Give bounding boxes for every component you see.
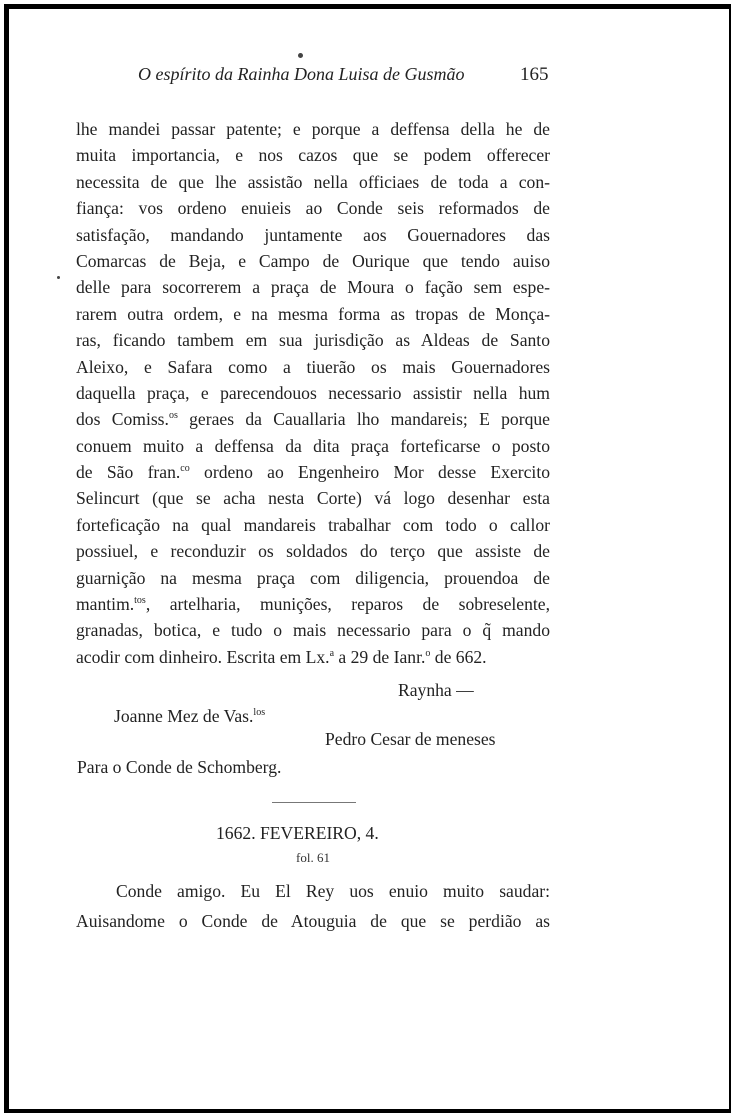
addressee-line: Para o Conde de Schomberg. xyxy=(77,757,282,777)
signature-joanne xyxy=(114,706,265,727)
text-line: conuem muito a deffensa da dita praça forteficarse o posto xyxy=(76,435,550,456)
superscript: os xyxy=(168,410,178,422)
line-mid: a 29 de Ianr. xyxy=(334,646,426,667)
superscript: tos xyxy=(134,595,146,607)
text-line: rarem outra ordem, e na mesma forma as tropas de Monça- xyxy=(76,303,550,324)
signature-joanne-text: Joanne Mez de Vas. xyxy=(114,706,254,726)
ink-speck xyxy=(298,53,303,58)
text-line xyxy=(76,406,550,432)
text-line: Conde amigo. Eu El Rey uos enuio muito saudar: xyxy=(116,881,550,901)
text-line: satisfação, mandando juntamente aos Gouernadores das xyxy=(76,224,550,245)
folio-reference: fol. 61 xyxy=(296,850,330,865)
body-paragraph xyxy=(76,116,550,670)
signature-raynha: Raynha — xyxy=(398,680,474,700)
text-line: Aleixo, e Safara como a tiuerão os mais Gouernadores xyxy=(76,356,550,377)
superscript: a xyxy=(329,647,335,659)
text-line: delle para socorrerem a praça de Moura o fação sem espe- xyxy=(76,277,550,298)
text-line xyxy=(76,644,550,670)
line-start: de São fran. xyxy=(76,462,181,483)
text-line: forteficação na qual mandareis trabalhar com todo o callor xyxy=(76,514,550,535)
section-heading: 1662. FEVEREIRO, 4. xyxy=(216,823,379,843)
superscript: los xyxy=(253,707,266,719)
running-title: O espírito da Rainha Dona Luisa de Gusmão xyxy=(138,64,465,84)
text-line: guarnição na mesma praça com diligencia, prouendoa de xyxy=(76,567,550,588)
text-line: ras, ficando tambem em sua jurisdição as Aldeas de Santo xyxy=(76,330,550,351)
superscript: co xyxy=(180,463,190,475)
text-line: granadas, botica, e tudo o mais necessario para o q̃ mando xyxy=(76,620,550,641)
text-line: Auisandome o Conde de Atouguia de que se perdião as xyxy=(76,911,550,931)
section-divider xyxy=(272,802,356,803)
line-start: mantim. xyxy=(76,594,135,615)
text-line: daquella praça, e parecendouos necessario assistir nella hum xyxy=(76,382,550,403)
superscript: o xyxy=(425,647,431,659)
line-end: de 662. xyxy=(430,646,487,667)
page-number: 165 xyxy=(520,64,549,85)
line-rest: , artelharia, munições, reparos de sobreselente, xyxy=(145,594,550,615)
text-line xyxy=(76,591,550,617)
text-line: lhe mandei passar patente; e porque a deffensa della he de xyxy=(76,119,550,139)
line-rest: geraes da Cauallaria lho mandareis; E porque xyxy=(177,409,550,430)
text-line: necessita de que lhe assistão nella officiaes de toda a con- xyxy=(76,171,550,192)
section-paragraph xyxy=(76,876,550,936)
signature-pedro: Pedro Cesar de meneses xyxy=(325,729,496,749)
line-rest: ordeno ao Engenheiro Mor desse Exercito xyxy=(189,462,551,483)
ink-speck xyxy=(57,276,60,279)
line-start: dos Comiss. xyxy=(76,409,169,430)
text-line: fiança: vos ordeno enuieis ao Conde seis reformados de xyxy=(76,198,550,219)
line-start: acodir com dinheiro. Escrita em Lx. xyxy=(76,646,330,667)
text-line: Selincurt (que se acha nesta Corte) vá logo desenhar esta xyxy=(76,488,550,509)
text-line xyxy=(76,459,550,485)
text-line: Comarcas de Beja, e Campo de Ourique que tendo auiso xyxy=(76,250,550,271)
text-line: possiuel, e reconduzir os soldados do terço que assiste de xyxy=(76,541,550,562)
text-line: muita importancia, e nos cazos que se podem offerecer xyxy=(76,145,550,166)
